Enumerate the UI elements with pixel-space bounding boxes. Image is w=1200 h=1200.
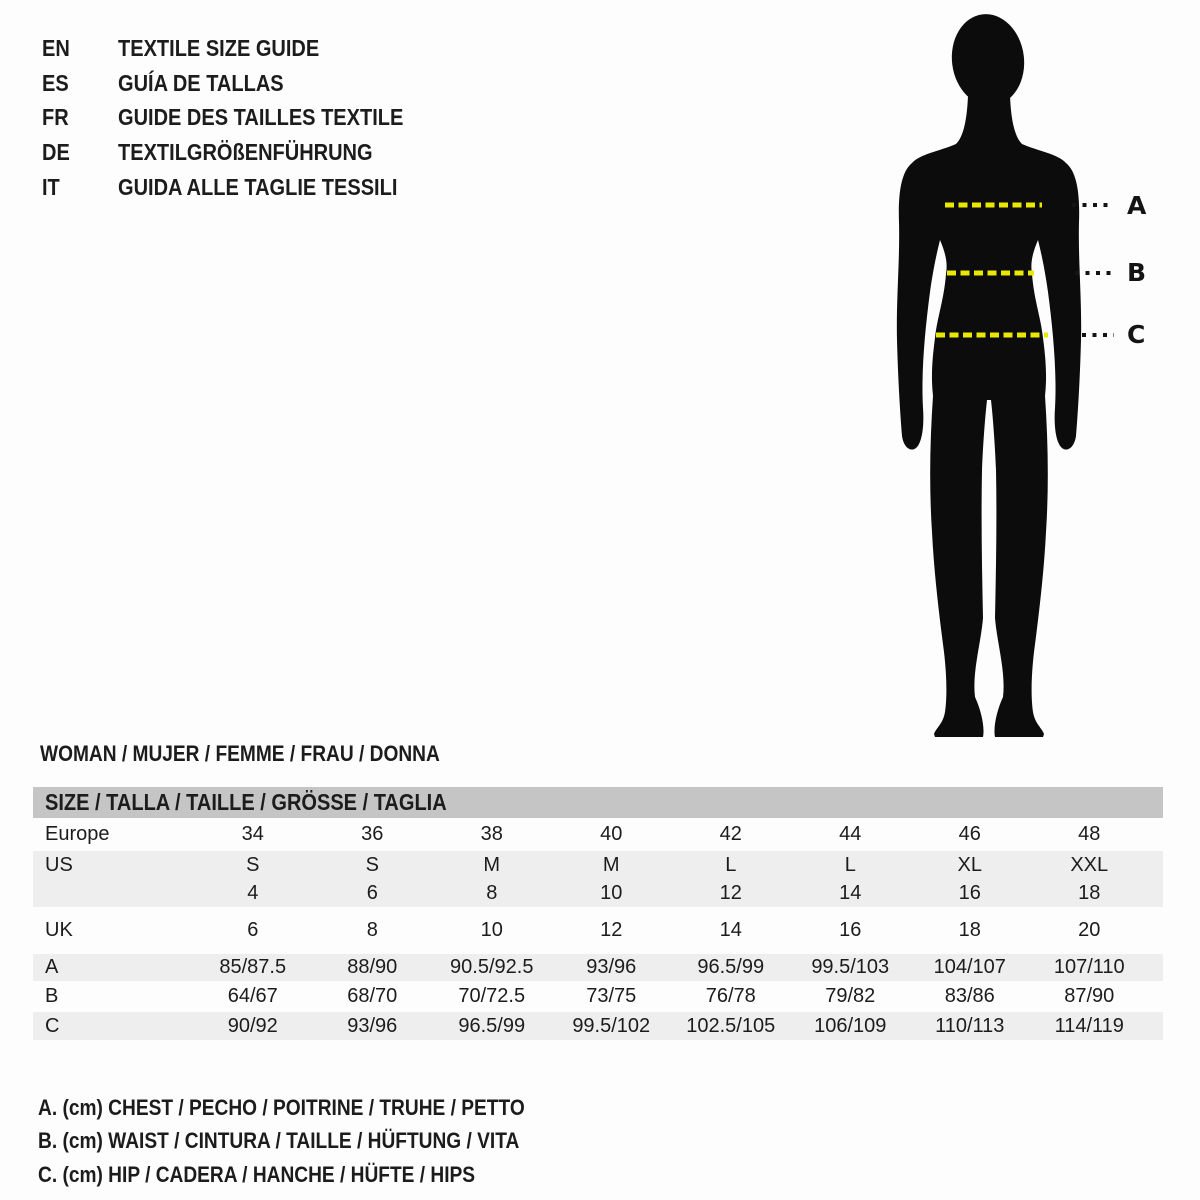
size-table xyxy=(33,787,1163,1040)
size-cell: 99.5/103 xyxy=(811,956,890,978)
legend-item-text: A. (cm) CHEST / PECHO / POITRINE / TRUHE / PETTO xyxy=(38,1094,525,1120)
language-code-text: ES xyxy=(42,69,69,96)
size-cell: 40 xyxy=(600,823,623,845)
language-code-text: DE xyxy=(42,138,70,165)
guide-title xyxy=(118,35,349,62)
size-cell: 12 xyxy=(600,919,623,941)
size-table-header xyxy=(33,787,1163,818)
size-cell: 87/90 xyxy=(1064,985,1115,1007)
size-cell: 96.5/99 xyxy=(458,1014,526,1037)
size-cell: 14 xyxy=(719,919,742,941)
size-cell: M xyxy=(602,853,620,876)
language-row xyxy=(42,66,446,101)
legend-item xyxy=(38,1158,597,1192)
guide-title-text: TEXTILGRÖßENFÜHRUNG xyxy=(118,138,373,165)
size-cell: 110/113 xyxy=(935,1014,1005,1037)
size-cell: 10 xyxy=(480,919,503,941)
guide-title xyxy=(118,174,439,201)
size-cell: 42 xyxy=(719,823,742,845)
size-table-row xyxy=(33,954,1163,981)
legend-item-text: C. (cm) HIP / CADERA / HANCHE / HÜFTE / HIPS xyxy=(38,1161,476,1187)
size-cell: 46 xyxy=(958,823,981,845)
size-cell: 14 xyxy=(839,881,862,904)
size-cell: 106/109 xyxy=(814,1014,887,1037)
size-cell: XL xyxy=(957,853,982,876)
size-cell: 4 xyxy=(247,881,259,904)
size-cell: 88/90 xyxy=(347,956,398,978)
size-cell: 73/75 xyxy=(586,985,637,1007)
guide-title xyxy=(118,104,446,131)
size-table-row xyxy=(33,1012,1163,1040)
size-cell: 10 xyxy=(600,881,623,904)
size-table-row xyxy=(33,818,1163,851)
legend-item xyxy=(38,1125,597,1159)
measurement-legend xyxy=(38,1091,597,1192)
language-row xyxy=(42,31,446,66)
size-cell: S xyxy=(365,853,379,876)
size-table-header-text: SIZE / TALLA / TAILLE / GRÖSSE / TAGLIA xyxy=(45,789,447,815)
size-cell: L xyxy=(725,853,737,876)
size-cell: 16 xyxy=(958,881,981,904)
row-label: Europe xyxy=(45,823,110,845)
guide-title-text: TEXTILE SIZE GUIDE xyxy=(118,34,320,61)
size-cell: 70/72.5 xyxy=(458,985,526,1007)
row-label: UK xyxy=(45,919,73,941)
size-cell: 90/92 xyxy=(227,1014,278,1037)
row-label: US xyxy=(45,853,73,876)
size-cell: 16 xyxy=(839,919,862,941)
size-cell: S xyxy=(246,853,260,876)
size-cell: 102.5/105 xyxy=(686,1014,776,1037)
size-cell: 85/87.5 xyxy=(219,956,287,978)
size-cell: 12 xyxy=(719,881,742,904)
guide-title xyxy=(118,139,411,166)
size-cell: 114/119 xyxy=(1054,1014,1124,1037)
size-cell: L xyxy=(844,853,856,876)
size-cell: 34 xyxy=(241,823,264,845)
legend-item xyxy=(38,1091,597,1125)
language-code xyxy=(42,104,118,131)
measure-label-a: A xyxy=(1127,191,1147,220)
size-cell: 20 xyxy=(1078,919,1101,941)
language-row xyxy=(42,170,446,205)
size-table-body xyxy=(33,818,1163,1040)
woman-silhouette xyxy=(897,10,1081,737)
measurement-figure xyxy=(860,0,1180,740)
size-cell: 104/107 xyxy=(933,956,1006,978)
size-cell: 107/110 xyxy=(1053,956,1125,978)
row-label: A xyxy=(45,956,59,978)
size-cell: 44 xyxy=(839,823,862,845)
size-cell: 6 xyxy=(247,919,259,941)
guide-title xyxy=(118,70,308,97)
language-code xyxy=(42,139,118,166)
language-row xyxy=(42,135,446,170)
size-table-row xyxy=(33,981,1163,1012)
size-cell: XXL xyxy=(1070,853,1109,876)
language-row xyxy=(42,100,446,135)
size-cell: 18 xyxy=(958,919,981,941)
size-cell: 8 xyxy=(486,881,498,904)
row-label: B xyxy=(45,985,59,1007)
language-code xyxy=(42,35,118,62)
gender-section-heading-text: WOMAN / MUJER / FEMME / FRAU / DONNA xyxy=(40,741,440,766)
size-cell: 18 xyxy=(1078,881,1101,904)
size-cell: 6 xyxy=(366,881,378,904)
language-code xyxy=(42,174,118,201)
row-label: C xyxy=(45,1014,60,1037)
size-cell: 38 xyxy=(480,823,503,845)
measure-label-b: B xyxy=(1127,258,1147,287)
size-cell: 76/78 xyxy=(705,985,756,1007)
language-code-text: IT xyxy=(42,173,60,200)
size-table-row xyxy=(33,851,1163,879)
size-cell: 99.5/102 xyxy=(572,1014,651,1037)
size-cell: 68/70 xyxy=(347,985,398,1007)
size-cell: 90.5/92.5 xyxy=(450,956,534,978)
guide-title-text: GUÍA DE TALLAS xyxy=(118,69,284,96)
size-cell: 83/86 xyxy=(944,985,995,1007)
guide-title-text: GUIDE DES TAILLES TEXTILE xyxy=(118,104,404,131)
size-cell: 93/96 xyxy=(347,1014,398,1037)
size-cell: 64/67 xyxy=(227,985,278,1007)
language-code-text: FR xyxy=(42,104,69,131)
legend-item-text: B. (cm) WAIST / CINTURA / TAILLE / HÜFTUNG / VITA xyxy=(38,1128,520,1154)
title-language-list xyxy=(42,31,446,204)
size-cell: 8 xyxy=(366,919,378,941)
size-cell: 79/82 xyxy=(825,985,876,1007)
measure-label-c: C xyxy=(1127,320,1146,349)
size-cell: M xyxy=(483,853,501,876)
size-cell: 48 xyxy=(1078,823,1101,845)
size-cell: 93/96 xyxy=(586,956,637,978)
language-code-text: EN xyxy=(42,34,70,61)
size-table-row xyxy=(33,907,1163,954)
size-cell: 36 xyxy=(361,823,384,845)
size-table-row xyxy=(33,879,1163,907)
gender-section-heading xyxy=(40,741,500,767)
language-code xyxy=(42,70,118,97)
size-cell: 96.5/99 xyxy=(697,956,765,978)
guide-title-text: GUIDA ALLE TAGLIE TESSILI xyxy=(118,173,398,200)
